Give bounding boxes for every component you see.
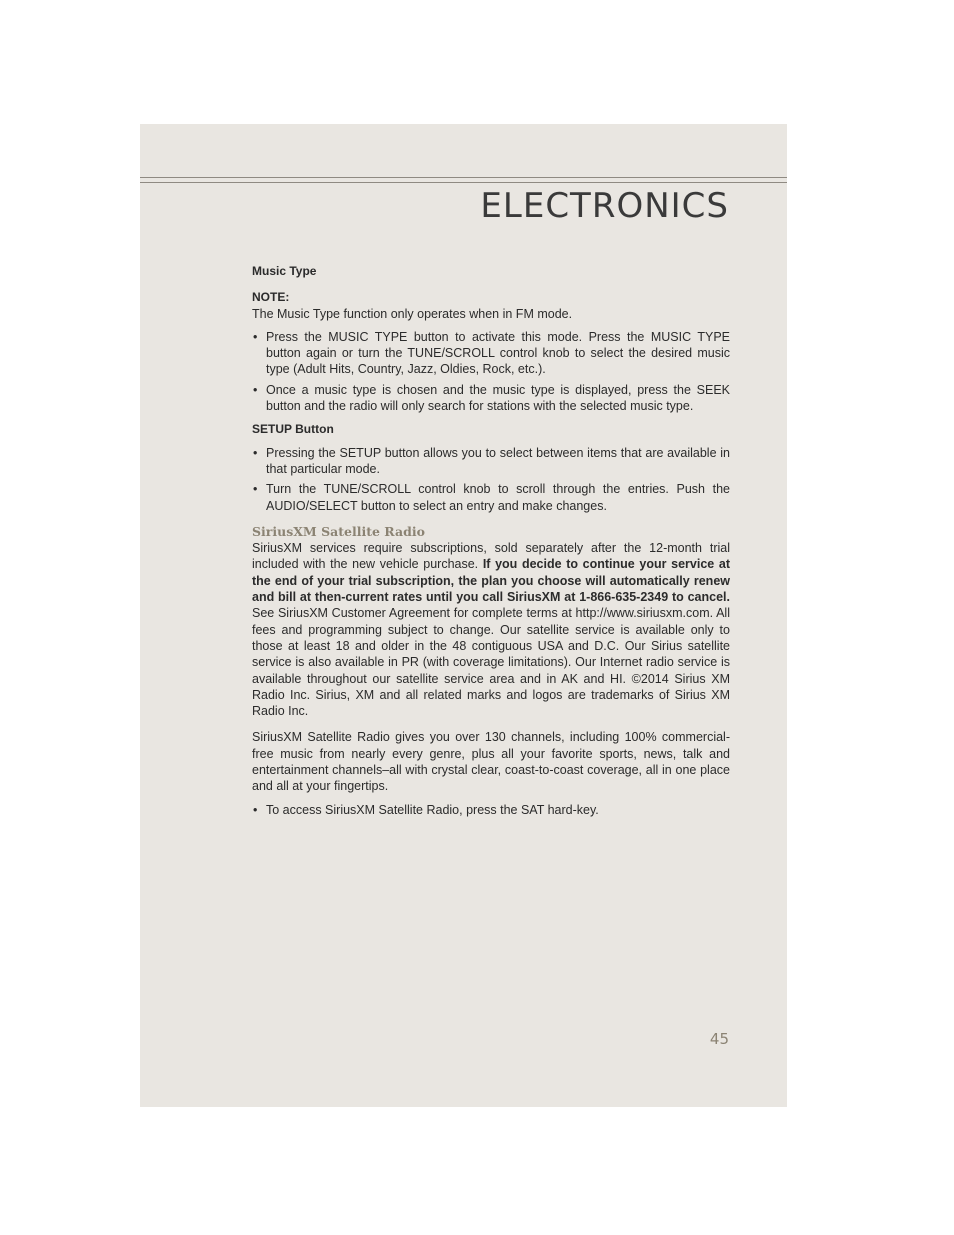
- list-item: • Once a music type is chosen and the music type is displayed, press the SEEK button and the radio will only search for stations with the selected music type.: [252, 382, 730, 415]
- siriusxm-paragraph-1: [252, 540, 730, 719]
- siriusxm-paragraph-2: SiriusXM Satellite Radio gives you over 130 channels, including 100% commercial-free music from nearly every genre, plus all your favorite sports, news, talk and entertainment channels–all with crystal clear, coast-to-coast coverage, all in one place and all at your fingertips.: [252, 730, 730, 794]
- list-item: • Turn the TUNE/SCROLL control knob to scroll through the entries. Push the AUDIO/SELECT button to select an entry and make changes.: [252, 481, 730, 514]
- siriusxm-renewal-notice: If you decide to continue your service at the end of your trial subscription, the plan you choose will automatically renew and bill at then-current rates until you call SiriusXM at 1-866-635-2349 to cancel.: [252, 557, 730, 605]
- siriusxm-paragraph-1-end: See SiriusXM Customer Agreement for complete terms at http://www.siriusxm.com. All fees and programming subject to change. Our satellite service is available only to those at least 18 and older in the 48 contiguous USA and D.C. Our Sirius satellite service is also available in PR (with coverage limitations). Our Internet radio service is available throughout our satellite service area and in AK and HI. ©2014 Sirius XM Radio Inc. Sirius, XM and all related marks and logos are trademarks of Sirius XM Radio Inc.: [252, 606, 730, 719]
- list-item: • To access SiriusXM Satellite Radio, press the SAT hard-key.: [252, 802, 730, 818]
- setup-button-list: [252, 445, 730, 514]
- list-item: • Pressing the SETUP button allows you to select between items that are available in that particular mode.: [252, 445, 730, 478]
- siriusxm-heading: SiriusXM Satellite Radio: [252, 523, 425, 539]
- list-item: • Press the MUSIC TYPE button to activate this mode. Press the MUSIC TYPE button again or turn the TUNE/SCROLL control knob to select the desired music type (Adult Hits, Country, Jazz, Oldies, Rock, etc.).: [252, 329, 730, 378]
- siriusxm-paragraph-1-start: SiriusXM services require subscriptions, sold separately after the 12-month trial included with the new vehicle purchase.: [252, 541, 730, 572]
- siriusxm-list: [252, 802, 730, 818]
- header-rule-top: [140, 177, 787, 178]
- page-number: 45: [709, 1030, 729, 1048]
- music-type-heading: Music Type: [252, 264, 317, 278]
- manual-page: [140, 124, 787, 1107]
- music-type-list: [252, 329, 730, 414]
- note-text: The Music Type function only operates when in FM mode.: [252, 306, 573, 321]
- setup-button-heading: SETUP Button: [252, 422, 334, 437]
- chapter-title: ELECTRONICS: [480, 186, 729, 226]
- header-rule-bottom: [140, 182, 787, 183]
- note-label: NOTE:: [252, 290, 290, 305]
- page-content: [252, 263, 730, 818]
